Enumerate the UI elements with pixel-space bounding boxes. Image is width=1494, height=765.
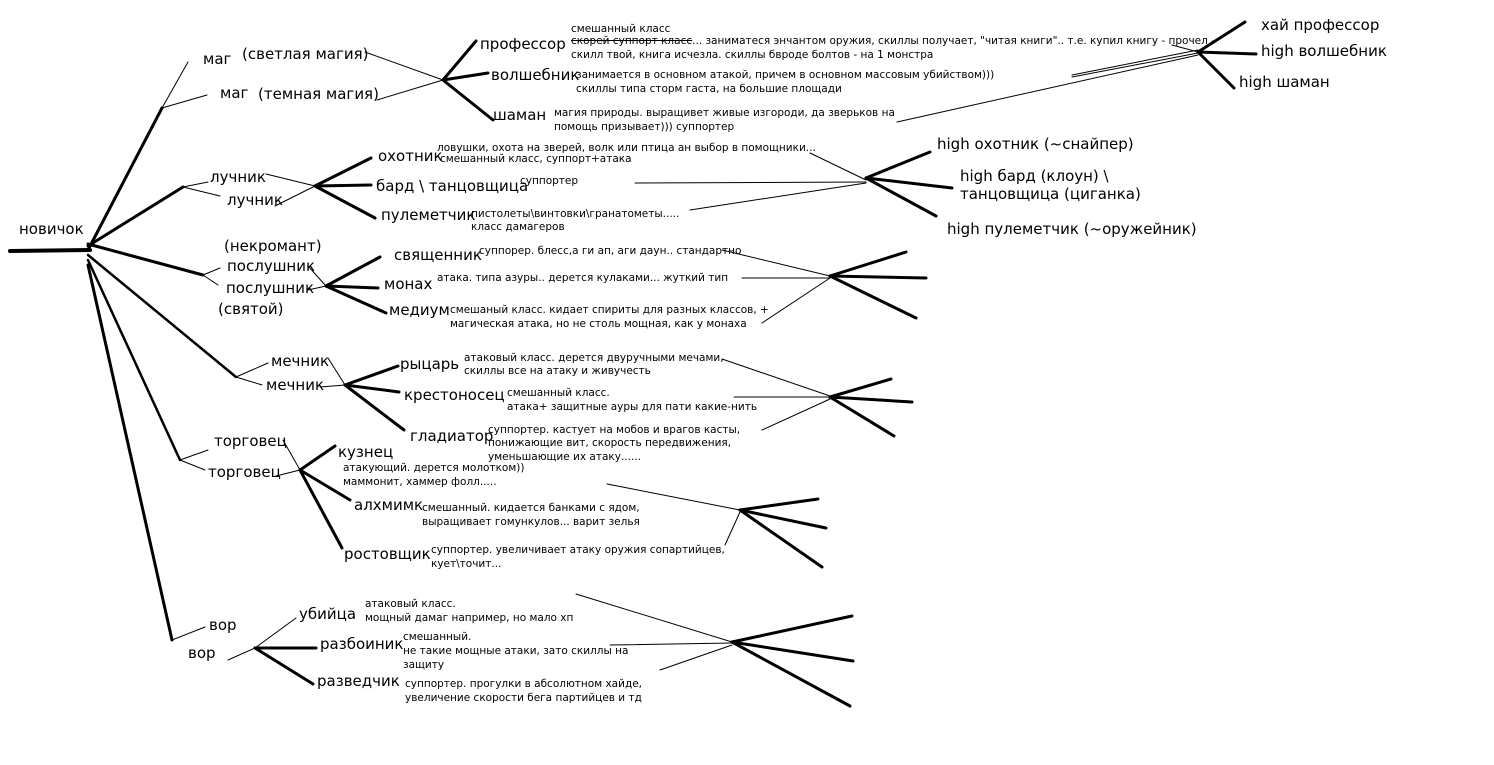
class-alchemist: алхмимк	[354, 496, 424, 514]
connector-line	[830, 397, 894, 436]
mage-light-label: маг	[203, 50, 232, 68]
merchant-label-b: торговец	[208, 463, 281, 481]
professor-desc-1: смешанный класс	[571, 23, 671, 35]
connector-line	[830, 276, 926, 278]
assassin-desc-2: мощный дамаг например, но мало хп	[365, 612, 574, 624]
connector-line	[810, 153, 866, 180]
class-scout: разведчик	[317, 672, 400, 690]
connector-line	[180, 460, 205, 470]
class-monk: монах	[384, 275, 433, 293]
crusader-desc-2: атака+ защитные ауры для пати какие-нить	[507, 401, 758, 413]
robber-desc-1: смешанный.	[403, 631, 472, 643]
archer-label-a: лучник	[210, 168, 266, 186]
connector-line	[660, 645, 732, 670]
robber-desc-2: не такие мощные атаки, зато скиллы на	[403, 645, 629, 657]
shaman-desc-2: помощь призывает))) суппортер	[554, 121, 735, 133]
knight-desc-1: атаковый класс. дерется двуручными мечами,	[464, 352, 724, 364]
connector-line	[315, 186, 375, 218]
class-gladiator: гладиатор	[410, 427, 494, 445]
hunter-desc-1: ловушки, охота на зверей, волк или птица ан выбор в помощники...	[437, 142, 816, 154]
connector-line	[576, 594, 732, 642]
acolyte-label-b: послушник	[226, 279, 315, 297]
connector-line	[183, 182, 208, 187]
wizard-desc-2: скиллы типа сторм гаста, на большие площади	[576, 83, 842, 95]
connector-line	[830, 276, 916, 318]
priest-desc: суппорер. блесс,а ги ап, аги даун.. стандартно	[479, 245, 742, 257]
connector-line	[315, 185, 371, 186]
class-assassin: убийца	[299, 605, 357, 623]
connector-line	[315, 158, 371, 186]
smith-desc-2: маммонит, хаммер фолл.....	[343, 476, 497, 488]
connector-line	[1072, 50, 1198, 75]
connector-line	[762, 399, 830, 430]
professor-desc-2-rest: ... заниматеся энчантом оружия, скиллы получает, "читая книги".. т.е. купил книгу - прочел -	[692, 35, 1215, 47]
alchemist-desc-2: выращивает гомункулов... варит зелья	[422, 516, 640, 528]
class-usurer: ростовщик	[344, 545, 431, 563]
merchant-label-a: торговец	[214, 432, 287, 450]
wizard-desc-1: занимается в основном атакой, причем в основном массовым убийством)))	[576, 69, 995, 81]
class-bard: бард \ танцовщица	[376, 177, 529, 195]
connector-line	[762, 278, 830, 323]
connector-line	[377, 80, 443, 100]
connector-line	[690, 183, 866, 210]
gladiator-desc-2: понижающие вит, скорость передвижения,	[488, 437, 732, 449]
connector-line	[172, 627, 205, 640]
high-bard-2: танцовщица (циганка)	[960, 185, 1141, 203]
acolyte-label-a: послушник	[227, 257, 316, 275]
medium-desc-2: магическая атака, но не столь мощная, как у монаха	[450, 318, 747, 330]
connector-line	[183, 187, 220, 196]
mage-dark-note: (темная магия)	[258, 85, 379, 103]
connector-line	[203, 275, 218, 285]
crusader-desc-1: смешанный класс.	[507, 387, 610, 399]
connector-line	[1198, 52, 1256, 54]
connector-line	[326, 286, 386, 313]
connector-line	[897, 55, 1198, 122]
class-priest: священник	[394, 246, 482, 264]
connector-line	[443, 80, 493, 120]
root-label: новичок	[19, 220, 84, 238]
bard-desc: суппортер	[520, 175, 579, 187]
alchemist-desc-1: смешанный. кидается банками с ядом,	[422, 502, 640, 514]
high-gunner: high пулеметчик (~оружейник)	[947, 220, 1197, 238]
high-professor: хай профессор	[1261, 16, 1380, 34]
connector-line	[266, 174, 315, 186]
high-shaman: high шаман	[1239, 73, 1330, 91]
swordsman-label-a: мечник	[271, 352, 330, 370]
connector-line	[236, 377, 262, 385]
connector-line	[255, 648, 313, 684]
branch-archer	[88, 187, 183, 246]
class-robber: разбоиник	[320, 635, 404, 653]
connector-line	[1072, 53, 1198, 77]
archer-label-b: лучник	[227, 191, 283, 209]
high-wizard: high волшебник	[1261, 42, 1387, 60]
swordsman-label-b: мечник	[266, 376, 325, 394]
class-wizard: волшебник	[491, 66, 580, 84]
root-underline	[10, 250, 90, 251]
connector-line	[180, 450, 208, 460]
thief-label-b: вор	[188, 644, 216, 662]
branch-merchant	[88, 260, 180, 460]
scout-desc-2: увеличение скорости бега партийцев и тд	[405, 692, 642, 704]
connector-line	[722, 359, 830, 396]
monk-desc: атака. типа азуры.. дерется кулаками... жуткий тип	[437, 272, 729, 284]
connector-line	[255, 618, 296, 648]
connector-line	[345, 366, 398, 385]
connector-line	[326, 286, 378, 288]
scout-desc-1: суппортер. прогулки в абсолютном хайде,	[405, 678, 642, 690]
usurer-desc-2: кует\точит...	[431, 558, 502, 570]
usurer-desc-1: суппортер. увеличивает атаку оружия сопартийцев,	[431, 544, 725, 556]
smith-desc-1: атакующий. дерется молотком))	[343, 462, 525, 474]
medium-desc-1: смешаный класс. кидает спириты для разных классов, +	[450, 304, 769, 316]
gunner-desc-2: класс дамагеров	[471, 221, 565, 233]
connector-line	[1198, 52, 1234, 88]
class-medium: медиум	[389, 301, 450, 319]
connector-line	[740, 499, 818, 510]
connector-line	[725, 512, 740, 545]
connector-line	[228, 648, 255, 660]
mage-dark-label: маг	[220, 84, 249, 102]
knight-desc-2: скиллы все на атаку и живучесть	[464, 365, 651, 377]
shaman-desc-1: магия природы. выращивет живые изгороди, да зверьков на	[554, 107, 895, 119]
connector-line	[365, 52, 443, 80]
class-professor: профессор	[480, 35, 566, 53]
connector-line	[866, 152, 930, 178]
acolyte-note-a: (некромант)	[224, 237, 322, 255]
high-hunter: high охотник (~снайпер)	[937, 135, 1134, 153]
class-smith: кузнец	[338, 443, 394, 461]
connector-line	[328, 358, 345, 385]
gladiator-desc-1: суппортер. кастует на мобов и врагов касты,	[488, 424, 741, 436]
connector-line	[732, 616, 852, 642]
connector-line	[830, 397, 912, 402]
professor-desc-2	[571, 35, 1215, 48]
robber-desc-3: защиту	[403, 659, 445, 671]
mage-light-note: (светлая магия)	[242, 45, 369, 63]
connector-line	[203, 268, 220, 275]
class-shaman: шаман	[493, 106, 547, 124]
branch-mage	[88, 108, 162, 250]
connector-line	[326, 257, 380, 286]
thief-label-a: вор	[209, 616, 237, 634]
hunter-desc-2: смешанный класс, суппорт+атака	[440, 153, 632, 165]
class-hunter: охотник	[378, 147, 443, 165]
connector-line	[830, 379, 891, 397]
acolyte-note-b: (святой)	[218, 300, 284, 318]
class-crusader: крестоносец	[404, 386, 505, 404]
gunner-desc-1: пистолеты\винтовки\гранатометы.....	[471, 208, 680, 220]
class-knight: рыцарь	[400, 355, 460, 373]
branch-thief	[88, 265, 172, 640]
professor-desc-2-strike: скорей суппорт класс	[571, 35, 693, 47]
professor-desc-3: скилл твой, книга исчезла. скиллы бвроде болтов - на 1 монстра	[571, 49, 934, 61]
connector-line	[830, 252, 906, 276]
connector-line	[635, 182, 866, 183]
connector-line	[300, 446, 335, 470]
high-bard-1: high бард (клоун) \	[960, 167, 1109, 185]
assassin-desc-1: атаковый класс.	[365, 598, 456, 610]
gladiator-desc-3: уменьшающие их атаку......	[488, 451, 641, 463]
connector-line	[236, 363, 268, 377]
class-gunner: пулеметчик	[381, 206, 476, 224]
